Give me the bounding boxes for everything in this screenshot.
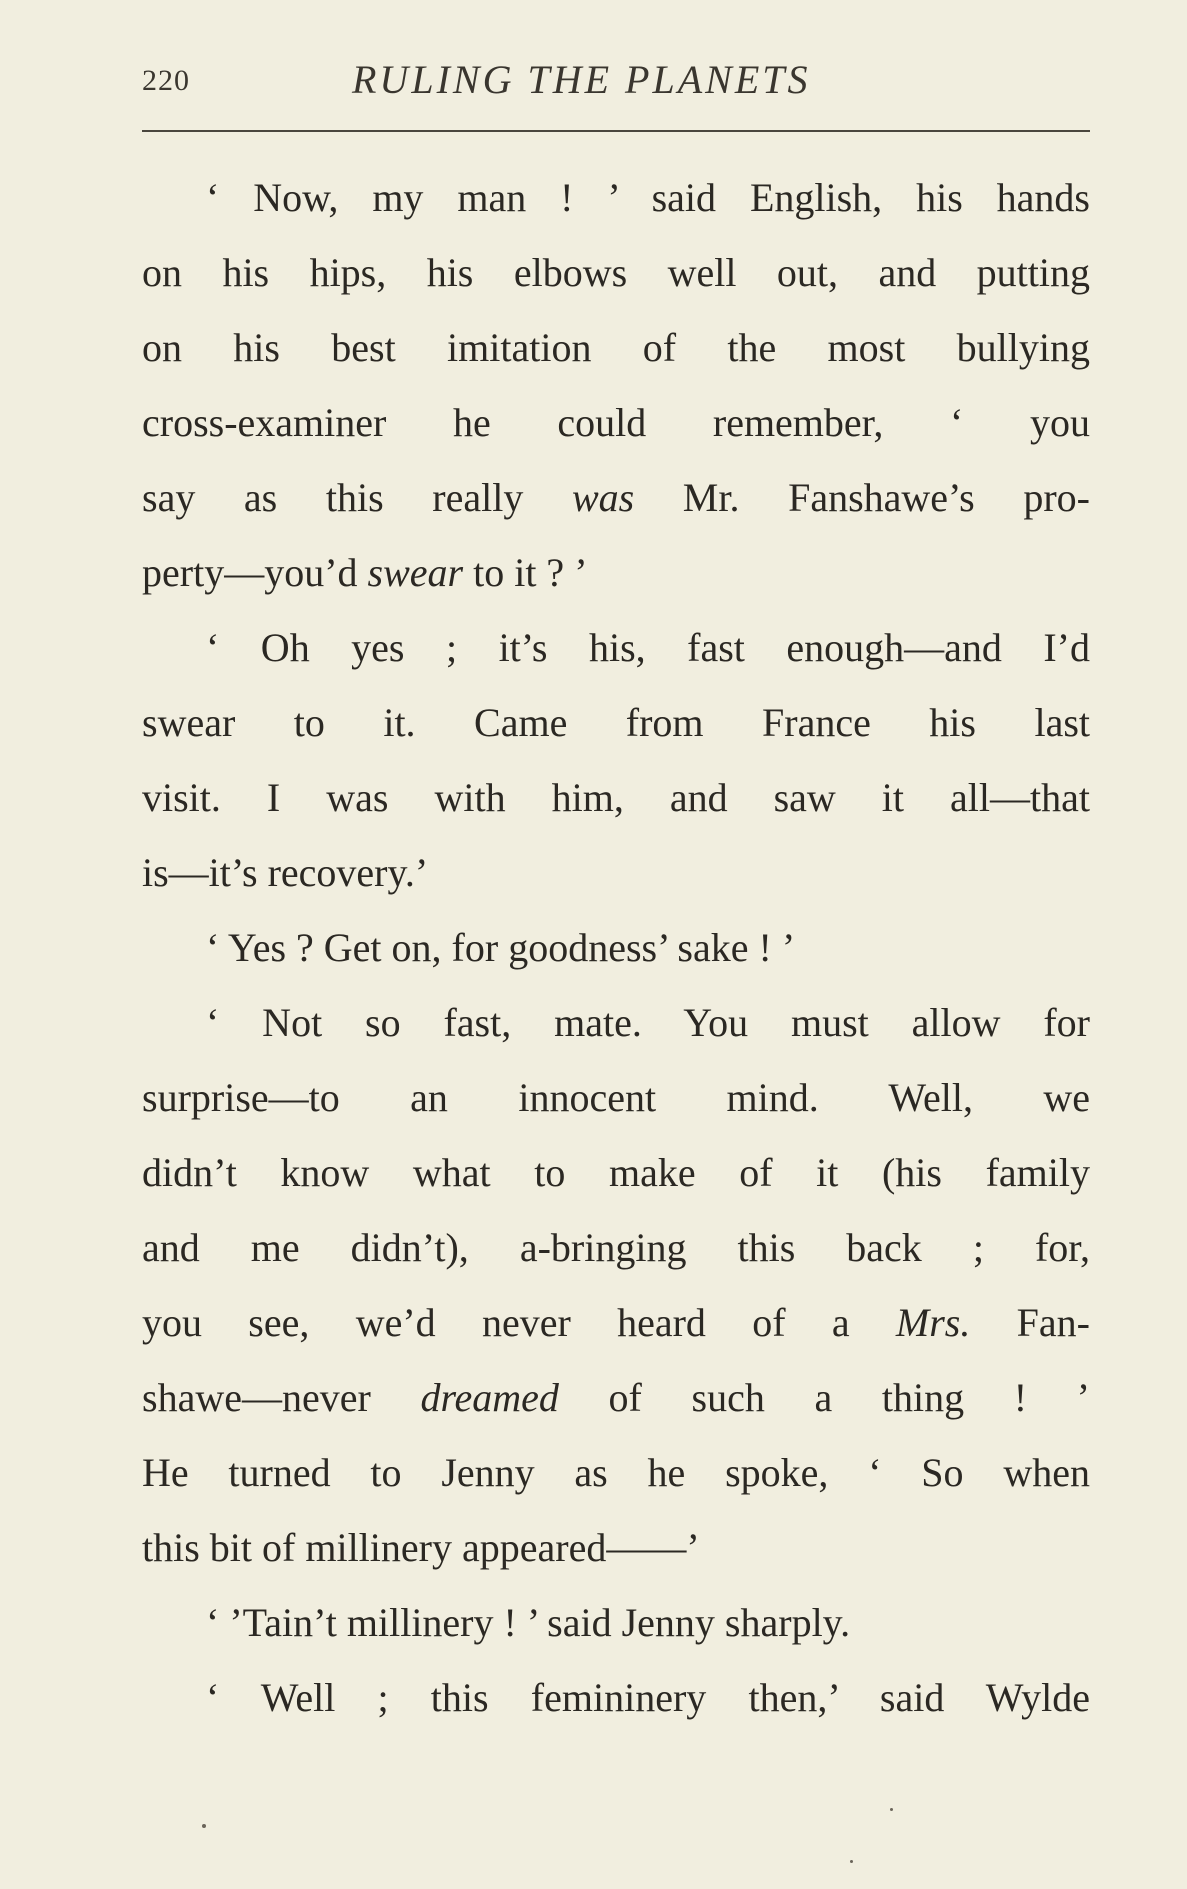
text-line: visit. I was with him, and saw it all—that [142, 775, 1090, 820]
text-line: ‘ Well ; this femininery then,’ said Wylde [206, 1675, 1090, 1720]
text-line: He turned to Jenny as he spoke, ‘ So when [142, 1450, 1090, 1495]
header-rule [142, 130, 1090, 132]
text-line: surprise—to an innocent mind. Well, we [142, 1075, 1090, 1120]
text-line: is—it’s recovery.’ [142, 850, 429, 895]
text-line: say as this really was Mr. Fanshawe’s pro- [142, 475, 1090, 520]
emphasis: was [571, 475, 635, 520]
text-line: ‘ Not so fast, mate. You must allow for [206, 1000, 1090, 1045]
text-line: on his best imitation of the most bullying [142, 325, 1090, 370]
running-title: RULING THE PLANETS [352, 57, 811, 102]
text-line: ‘ ’Tain’t millinery ! ’ said Jenny sharply. [206, 1600, 851, 1645]
emphasis: Mrs. [895, 1300, 971, 1345]
text-line: swear to it. Came from France his last [142, 700, 1090, 745]
text-line: and me didn’t), a-bringing this back ; for, [142, 1225, 1090, 1270]
text-line: on his hips, his elbows well out, and putting [142, 250, 1090, 295]
text-line: ‘ Now, my man ! ’ said English, his hands [206, 175, 1090, 220]
text-line: cross-examiner he could remember, ‘ you [142, 400, 1090, 445]
paper-speck [202, 1824, 206, 1828]
paper-speck [890, 1808, 893, 1811]
emphasis: dreamed [420, 1375, 559, 1420]
page-number: 220 [142, 64, 190, 97]
text-line: ‘ Yes ? Get on, for goodness’ sake ! ’ [206, 925, 796, 970]
text-line: you see, we’d never heard of a Mrs. Fan- [142, 1300, 1090, 1345]
text-line: shawe—never dreamed of such a thing ! ’ [142, 1375, 1090, 1420]
emphasis: swear [367, 550, 464, 595]
text-line: this bit of millinery appeared——’ [142, 1525, 700, 1570]
text-line: perty—you’d swear to it ? ’ [142, 550, 588, 595]
paper-speck [850, 1860, 853, 1863]
running-head [142, 56, 1090, 106]
text-line: didn’t know what to make of it (his family [142, 1150, 1090, 1195]
text-line: ‘ Oh yes ; it’s his, fast enough—and I’d [206, 625, 1090, 670]
body-text [142, 160, 1090, 1735]
